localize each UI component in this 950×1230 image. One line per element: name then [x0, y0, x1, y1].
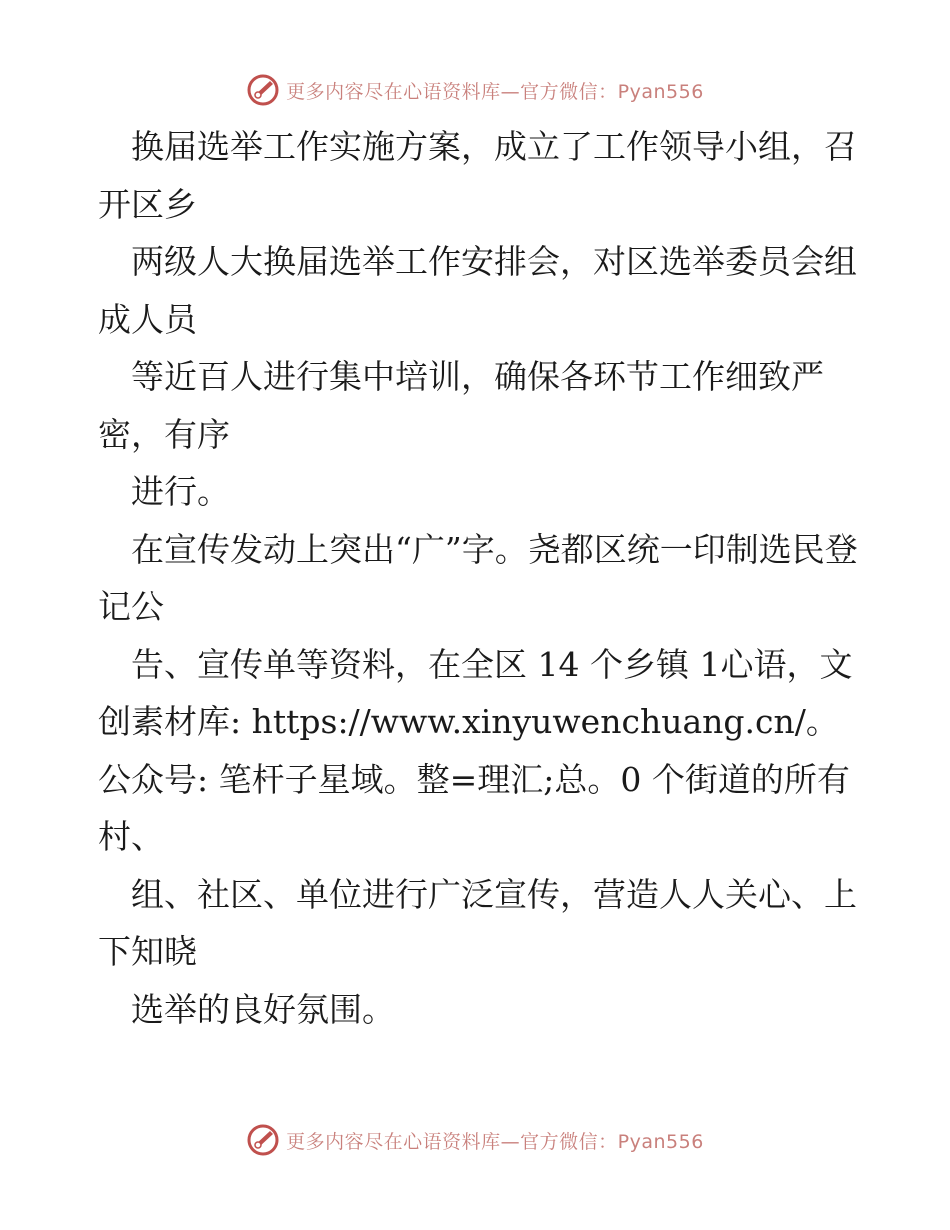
paragraph-7: 组、社区、单位进行广泛宣传，营造人人关心、上下知晓	[98, 874, 857, 971]
header-banner-text: 更多内容尽在心语资料库—官方微信：Pyan556	[286, 80, 704, 103]
footer-banner	[0, 1120, 950, 1160]
paragraph-3: 等近百人进行集中培训，确保各环节工作细致严密，有序	[98, 357, 824, 454]
paragraph-5: 在宣传发动上突出“广”字。尧都区统一印制选民登记公	[98, 529, 858, 626]
paragraph-1: 换届选举工作实施方案，成立了工作领导小组，召开区乡	[98, 127, 857, 224]
paragraph-4: 进行。	[98, 472, 230, 511]
footer-banner-text: 更多内容尽在心语资料库—官方微信：Pyan556	[286, 1130, 704, 1153]
document-body	[98, 118, 858, 1038]
header-banner	[0, 70, 950, 110]
paragraph-2: 两级人大换届选举工作安排会，对区选举委员会组成人员	[98, 242, 857, 339]
paragraph-8: 选举的良好氛围。	[98, 989, 395, 1029]
seal-logo-icon	[246, 73, 280, 107]
seal-logo-icon	[246, 1123, 280, 1157]
paragraph-6: 告、宣传单等资料，在全区 14 个乡镇 1心语，文创素材库: https://www.xinyuwenchuang.cn/。公众号: 笔杆子星域。整=理汇;总。0 个街道的所有村、	[98, 644, 853, 856]
